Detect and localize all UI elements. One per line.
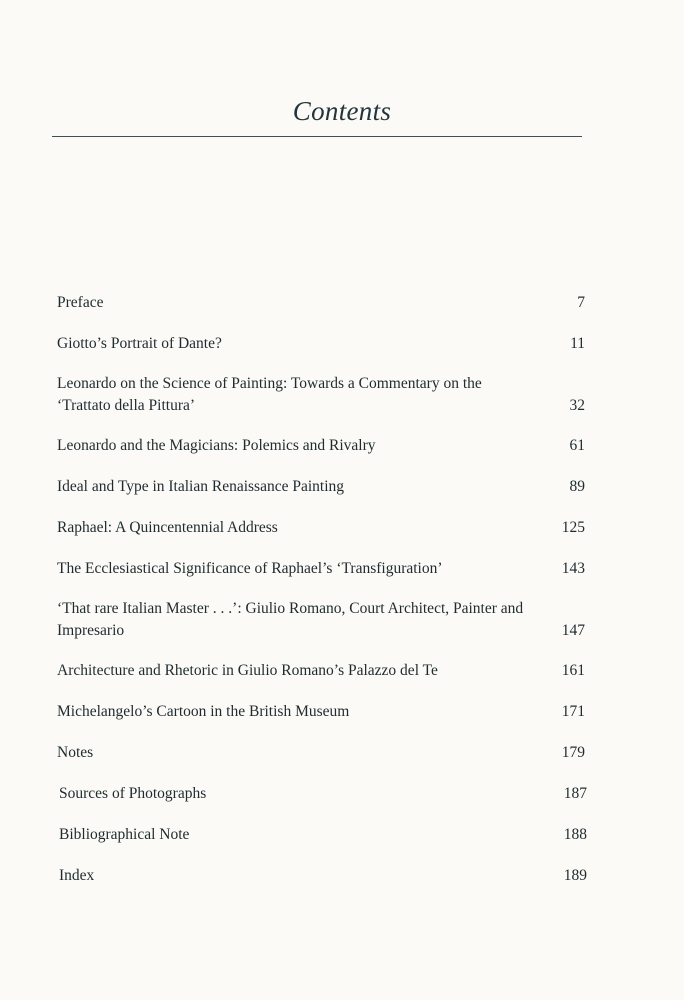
toc-entry[interactable]	[57, 333, 587, 355]
toc-entry[interactable]	[57, 701, 587, 723]
toc-entry-page: 147	[561, 622, 585, 639]
toc-entry-page: 7	[577, 294, 585, 311]
toc-entry[interactable]	[57, 373, 587, 417]
toc-entry-title: Leonardo and the Magicians: Polemics and Rivalry	[57, 437, 376, 454]
toc-entry-title: Preface	[57, 294, 104, 311]
toc-entry[interactable]	[57, 517, 587, 539]
toc-entry[interactable]	[57, 292, 587, 314]
toc-entry-title: Michelangelo’s Cartoon in the British Museum	[57, 703, 350, 720]
toc-entry-page: 143	[561, 560, 585, 577]
toc-entry-page: 179	[561, 744, 585, 761]
toc-entry-page: 125	[561, 519, 585, 536]
toc-entry-title: Bibliographical Note	[59, 826, 190, 843]
toc-entry-title: Giotto’s Portrait of Dante?	[57, 335, 222, 352]
toc-entry[interactable]	[57, 742, 587, 764]
toc-entry[interactable]	[57, 558, 587, 580]
toc-entry-title: ‘That rare Italian Master . . .’: Giulio Romano, Court Architect, Painter and Impresario	[57, 600, 524, 639]
toc-entry[interactable]	[57, 435, 587, 457]
toc-entry-page: 188	[563, 826, 587, 843]
toc-entry-page: 89	[569, 478, 585, 495]
toc-entry-title: Notes	[57, 744, 94, 761]
page-title: Contents	[292, 96, 392, 126]
toc-entry-page: 189	[563, 867, 587, 884]
toc-entry-title: Architecture and Rhetoric in Giulio Romano’s Palazzo del Te	[57, 662, 438, 679]
toc-entry-page: 161	[561, 662, 585, 679]
toc-entry-page: 171	[561, 703, 585, 720]
toc-entry[interactable]	[59, 865, 589, 887]
toc-entry-title: Ideal and Type in Italian Renaissance Painting	[57, 478, 345, 495]
toc-entry-title: Sources of Photographs	[59, 785, 207, 802]
toc-entry-title: Index	[59, 867, 95, 884]
toc-entry[interactable]	[57, 476, 587, 498]
toc-entry[interactable]	[59, 824, 589, 846]
toc-entry[interactable]	[57, 598, 587, 642]
toc-entry-page: 61	[569, 437, 585, 454]
toc-entry-title: Leonardo on the Science of Painting: Towards a Commentary on the ‘Trattato della Pittura’	[57, 375, 482, 414]
toc-entry-title: Raphael: A Quincentennial Address	[57, 519, 278, 536]
toc-entry-page: 11	[570, 335, 585, 352]
toc-entry[interactable]	[59, 783, 589, 805]
toc-entry-title: The Ecclesiastical Significance of Raphael’s ‘Transfiguration’	[57, 560, 443, 577]
toc-entry-page: 32	[569, 397, 585, 414]
toc-entry-page: 187	[563, 785, 587, 802]
toc-entry[interactable]	[57, 660, 587, 682]
